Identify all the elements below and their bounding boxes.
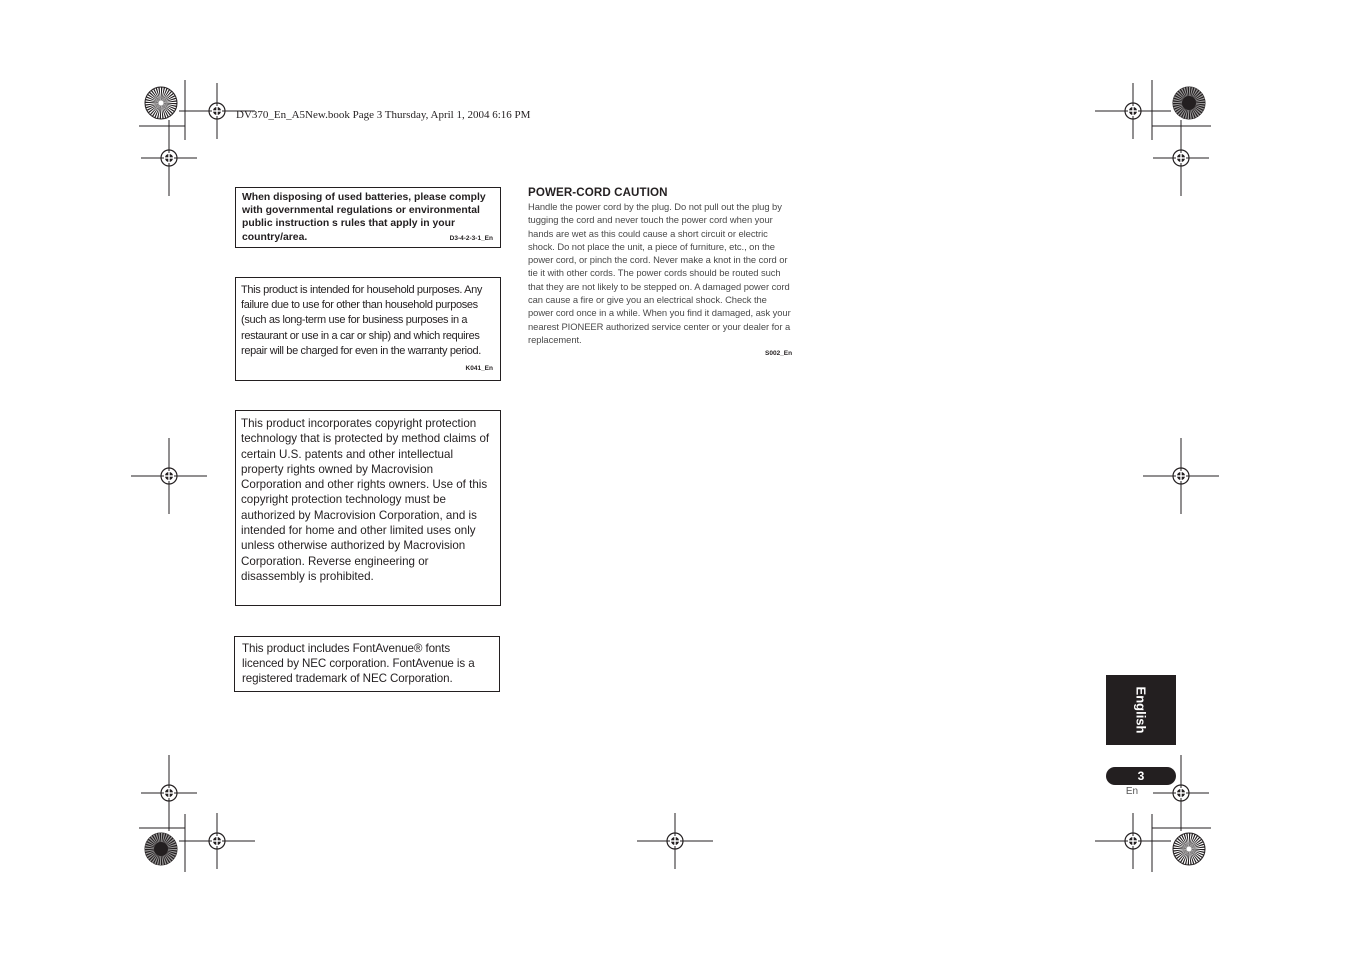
power-cord-code: S002_En bbox=[765, 350, 793, 357]
language-side-tab bbox=[1106, 675, 1176, 745]
batteries-notice-code: D3-4-2-3-1_En bbox=[449, 235, 493, 242]
starburst-target-icon bbox=[145, 833, 177, 865]
starburst-target-icon bbox=[145, 87, 177, 119]
starburst-target-icon bbox=[1173, 833, 1205, 865]
registration-mark-icon bbox=[1095, 83, 1171, 139]
page-language: En bbox=[1125, 786, 1139, 797]
page-number: 3 bbox=[1106, 767, 1176, 785]
registration-mark-icon bbox=[141, 755, 197, 831]
header-file-info: DV370_En_A5New.book Page 3 Thursday, April 1, 2004 6:16 PM bbox=[236, 109, 531, 121]
registration-mark-icon bbox=[1153, 120, 1209, 196]
font-notice-text: This product includes FontAvenue® fonts licenced by NEC corporation. FontAvenue is a registered trademark of NEC Corporation. bbox=[242, 642, 475, 686]
household-notice-code: K041_En bbox=[465, 365, 493, 372]
household-notice-box bbox=[235, 277, 501, 381]
batteries-notice-text: When disposing of used batteries, please comply with governmental regulations or environmental public instruction s rules that apply in your country/area. bbox=[242, 192, 486, 243]
starburst-target-icon bbox=[1173, 87, 1205, 119]
copyright-notice-box bbox=[235, 410, 501, 606]
batteries-notice-box bbox=[235, 187, 501, 248]
household-notice-text: This product is intended for household purposes. Any failure due to use for other than household purposes (such as long-term use for business purposes in a restaurant or use in a car or ship) and which requires repair will be charged for even in the warranty period. bbox=[241, 284, 483, 357]
font-notice-box bbox=[234, 636, 500, 692]
power-cord-heading: POWER-CORD CAUTION bbox=[528, 186, 668, 199]
registration-mark-icon bbox=[1095, 813, 1171, 869]
power-cord-body: Handle the power cord by the plug. Do not pull out the plug by tugging the cord and never touch the power cord when your hands are wet as this could cause a short circuit or electric shock. Do not place the unit, a piece of furniture, etc., on the power cord, or pinch the cord. Never make a knot in the cord or tie it with other cords. The power cords should be routed such that they are not likely to be stepped on. A damaged power cord can cause a fire or give you an electrical shock. Check the power cord once in a while. When you find it damaged, ask your nearest PIONEER authorized service center or your dealer for a replacement. bbox=[528, 201, 791, 345]
copyright-notice-text: This product incorporates copyright protection technology that is protected by method claims of certain U.S. patents and other intellectual property rights owned by Macrovision Corporation and other rights owners. Use of this copyright protection technology must be authorized by Macrovision Corporation, and is intended for home and other limited uses only unless otherwise authorized by Macrovision Corporation. Reverse engineering or disassembly is prohibited. bbox=[241, 417, 490, 583]
registration-mark-icon bbox=[637, 813, 713, 869]
registration-mark-icon bbox=[141, 120, 197, 196]
registration-mark-icon bbox=[1143, 438, 1219, 514]
registration-mark-icon bbox=[131, 438, 207, 514]
registration-mark-icon bbox=[179, 813, 255, 869]
language-side-tab-label: English bbox=[1133, 686, 1149, 734]
